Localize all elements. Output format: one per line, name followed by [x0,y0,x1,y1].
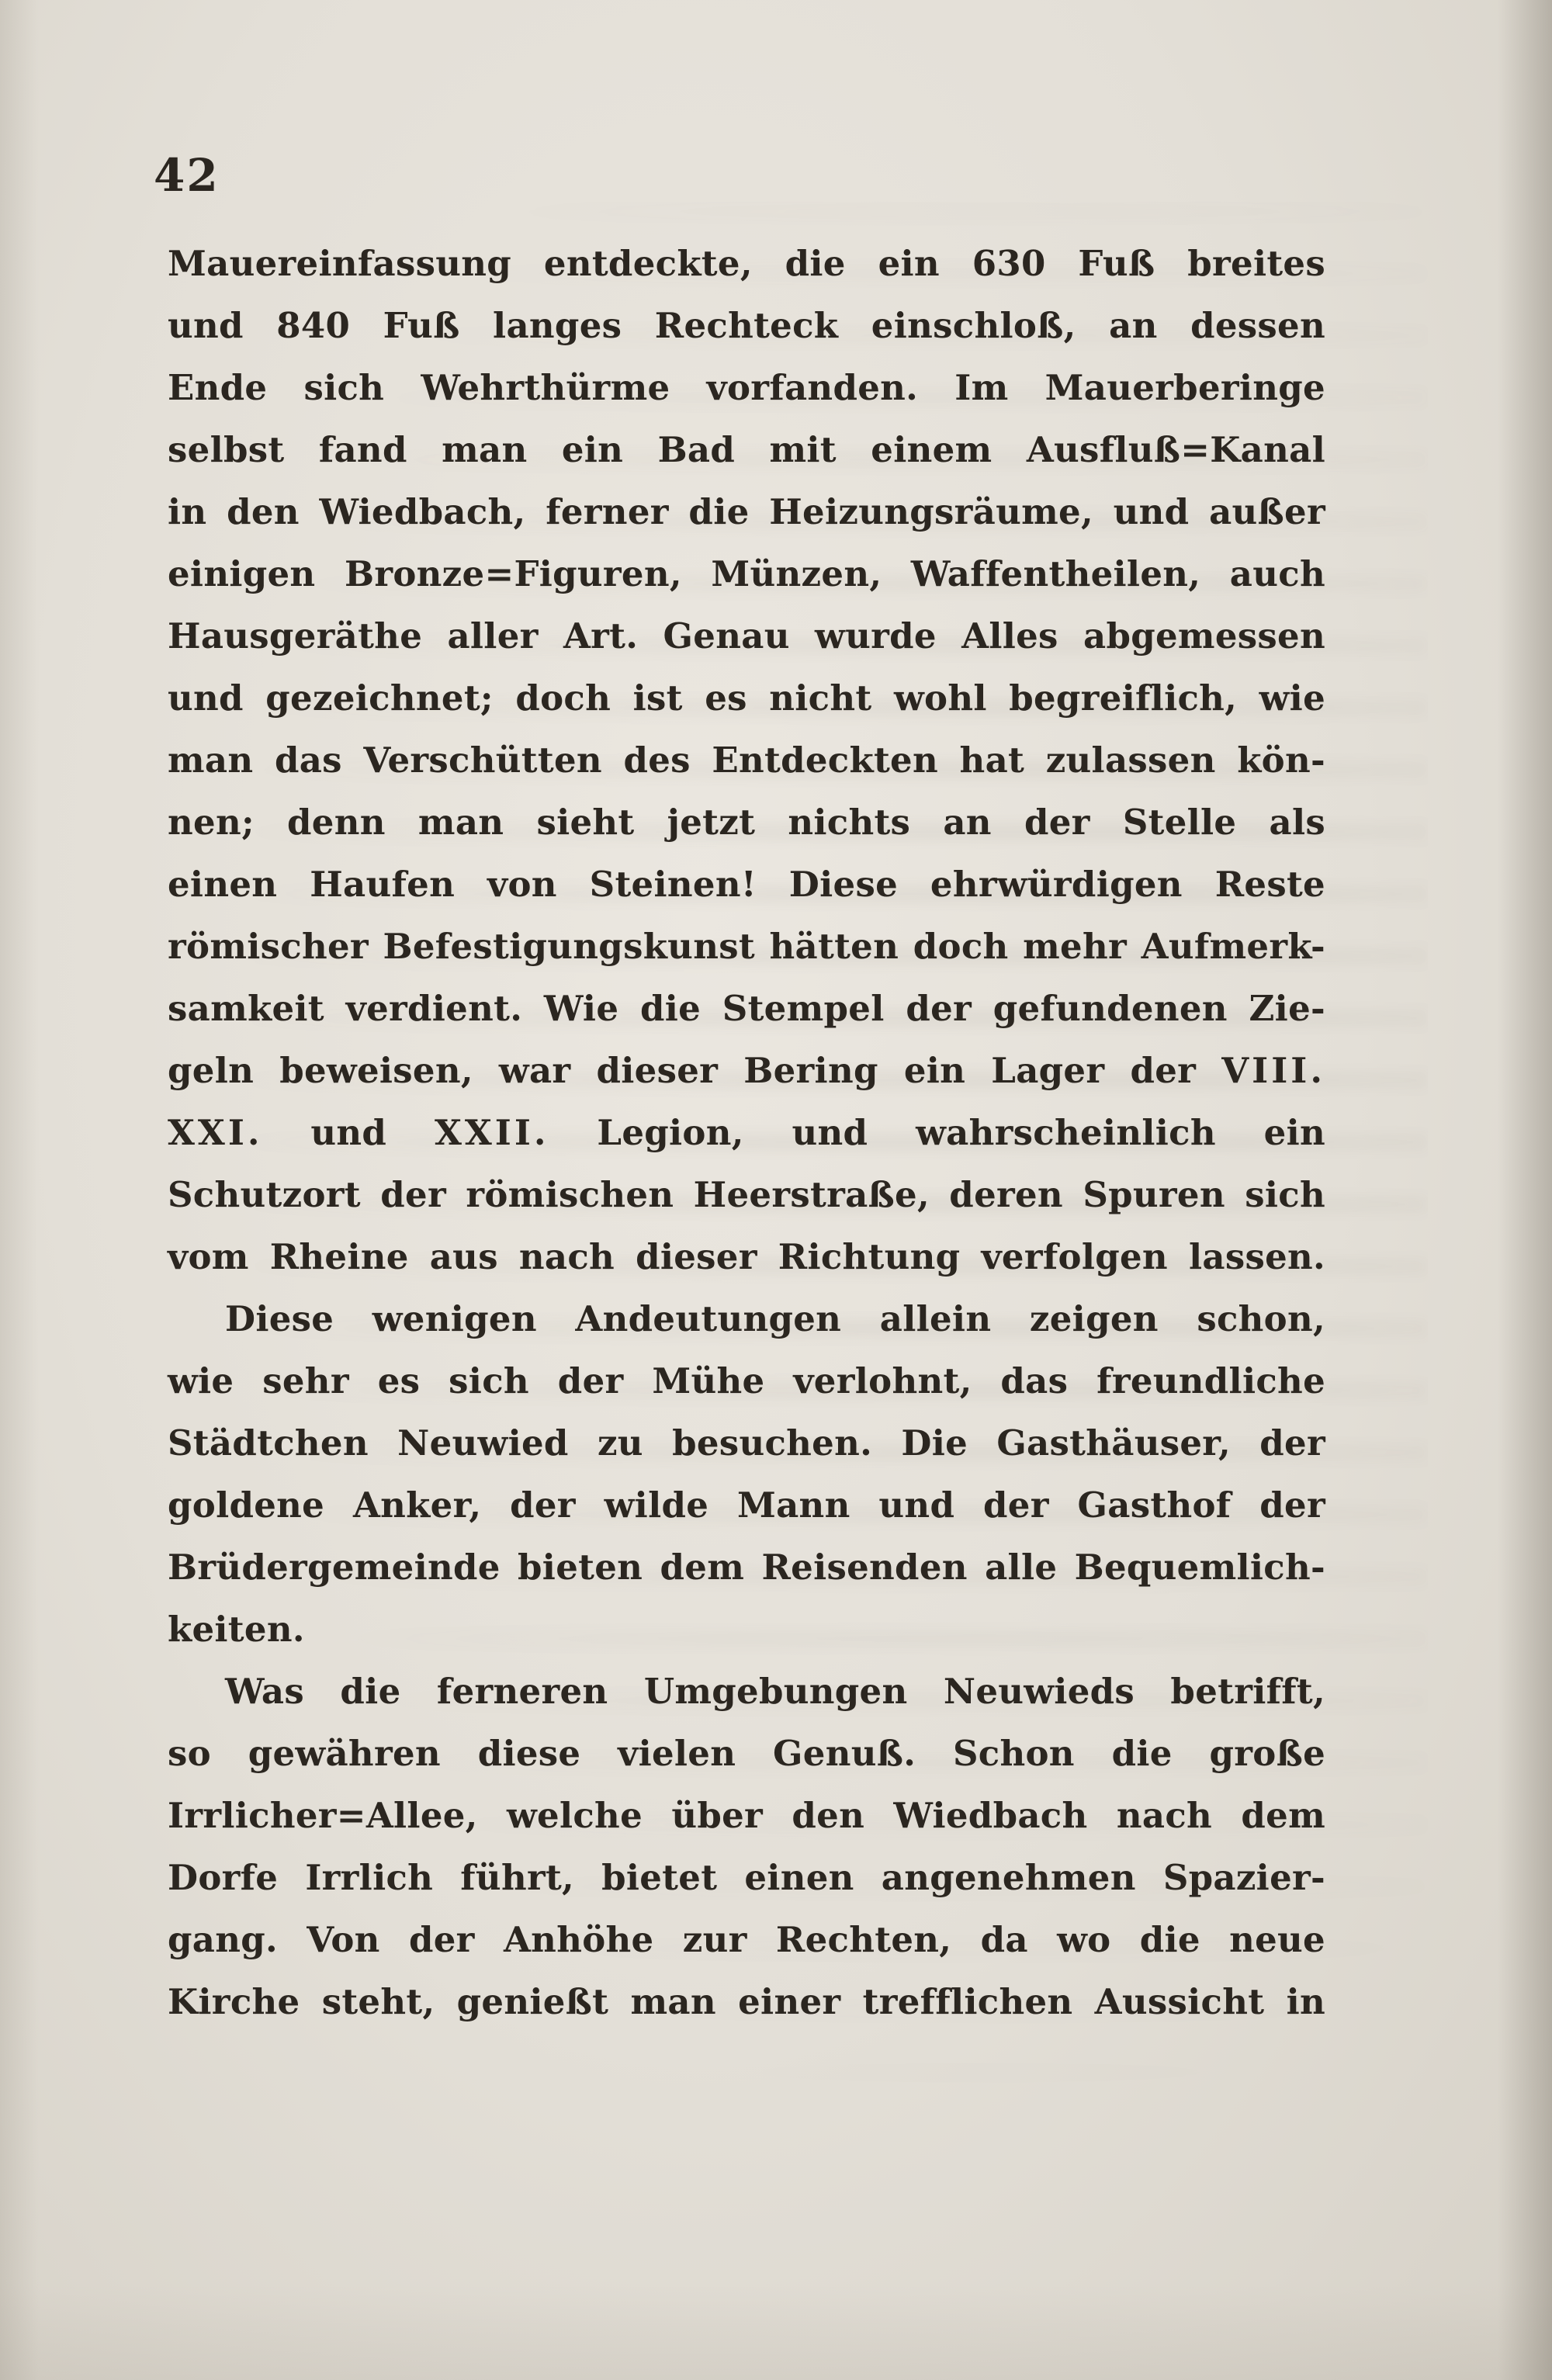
body-text: und 840 Fuß langes Rechteck einschloß, an dessen [168,305,1325,346]
body-text: römischer Befestigungskunst hätten doch mehr Aufmerk- [168,926,1325,967]
body-text: Irrlicher=Allee, welche über den Wiedbach nach dem [168,1795,1325,1836]
body-text: Ende sich Wehrthürme vorfanden. Im Mauerberinge [168,367,1325,408]
body-text: einigen Bronze=Figuren, Münzen, Waffentheilen, auch [168,553,1325,594]
text-line [168,667,1325,729]
text-line [168,1785,1325,1847]
text-line [168,916,1325,978]
text-line [168,1288,1325,1350]
body-text: Mauereinfassung entdeckte, die ein 630 Fuß breites [168,243,1325,284]
text-line [168,1102,1325,1164]
body-text: Hausgeräthe aller Art. Genau wurde Alles abgemessen [168,615,1325,656]
body-text: Kirche steht, genießt man einer trefflichen Aussicht in [168,1981,1325,2022]
text-line [168,1723,1325,1785]
text-line [168,1971,1325,2033]
body-text: nen; denn man sieht jetzt nichts an der Stelle als [168,802,1325,843]
body-text: man das Verschütten des Entdeckten hat zulassen kön- [168,740,1325,781]
text-line [168,1847,1325,1909]
text-line [168,1599,1325,1661]
body-text: geln beweisen, war dieser Bering ein Lager der [168,1050,1222,1091]
text-line [168,1536,1325,1599]
text-line [168,1226,1325,1288]
body-text: selbst fand man ein Bad mit einem Ausfluß=Kanal [168,429,1325,470]
body-text: Diese wenigen Andeutungen allein zeigen schon, [225,1298,1325,1339]
text-line [168,1412,1325,1474]
body-text: so gewähren diese vielen Genuß. Schon die große [168,1733,1325,1774]
body-text: samkeit verdient. Wie die Stempel der gefundenen Zie- [168,988,1325,1029]
body-text: Was die ferneren Umgebungen Neuwieds betrifft, [225,1671,1325,1712]
body-text: keiten. [168,1609,305,1650]
text-line [168,1164,1325,1226]
text-line [168,233,1325,295]
text-line [168,1661,1325,1723]
body-text: in den Wiedbach, ferner die Heizungsräume, und außer [168,491,1325,532]
text-line [168,792,1325,854]
text-line [168,1350,1325,1412]
text-line [168,978,1325,1040]
body-text: gang. Von der Anhöhe zur Rechten, da wo die neue [168,1919,1325,1960]
body-text: und [262,1112,435,1153]
text-line [168,605,1325,667]
roman-numeral-text: XXI. [168,1112,263,1153]
body-text: und gezeichnet; doch ist es nicht wohl begreiflich, wie [168,677,1325,719]
body-text: Schutzort der römischen Heerstraße, deren Spuren sich [168,1174,1325,1215]
text-line [168,854,1325,916]
body-text: goldene Anker, der wilde Mann und der Gasthof der [168,1484,1325,1526]
text-line [168,295,1325,357]
text-line [168,1474,1325,1536]
text-line [168,419,1325,481]
text-line [168,481,1325,543]
text-line [168,543,1325,605]
text-line [168,357,1325,419]
body-text: einen Haufen von Steinen! Diese ehrwürdigen Reste [168,864,1325,905]
body-text: vom Rheine aus nach dieser Richtung verfolgen lassen. [168,1236,1325,1277]
page-number: 42 [154,149,220,202]
text-block [168,233,1325,2033]
roman-numeral-text: VIII. [1221,1050,1325,1091]
text-line [168,1040,1325,1102]
body-text: Legion, und wahrscheinlich ein [549,1112,1326,1153]
roman-numeral-text: XXII. [434,1112,549,1153]
body-text: Dorfe Irrlich führt, bietet einen angenehmen Spazier- [168,1857,1325,1898]
text-line [168,729,1325,792]
body-text: Städtchen Neuwied zu besuchen. Die Gasthäuser, der [168,1422,1325,1464]
text-line [168,1909,1325,1971]
body-text: wie sehr es sich der Mühe verlohnt, das freundliche [168,1360,1325,1401]
body-text: Brüdergemeinde bieten dem Reisenden alle Bequemlich- [168,1547,1325,1588]
